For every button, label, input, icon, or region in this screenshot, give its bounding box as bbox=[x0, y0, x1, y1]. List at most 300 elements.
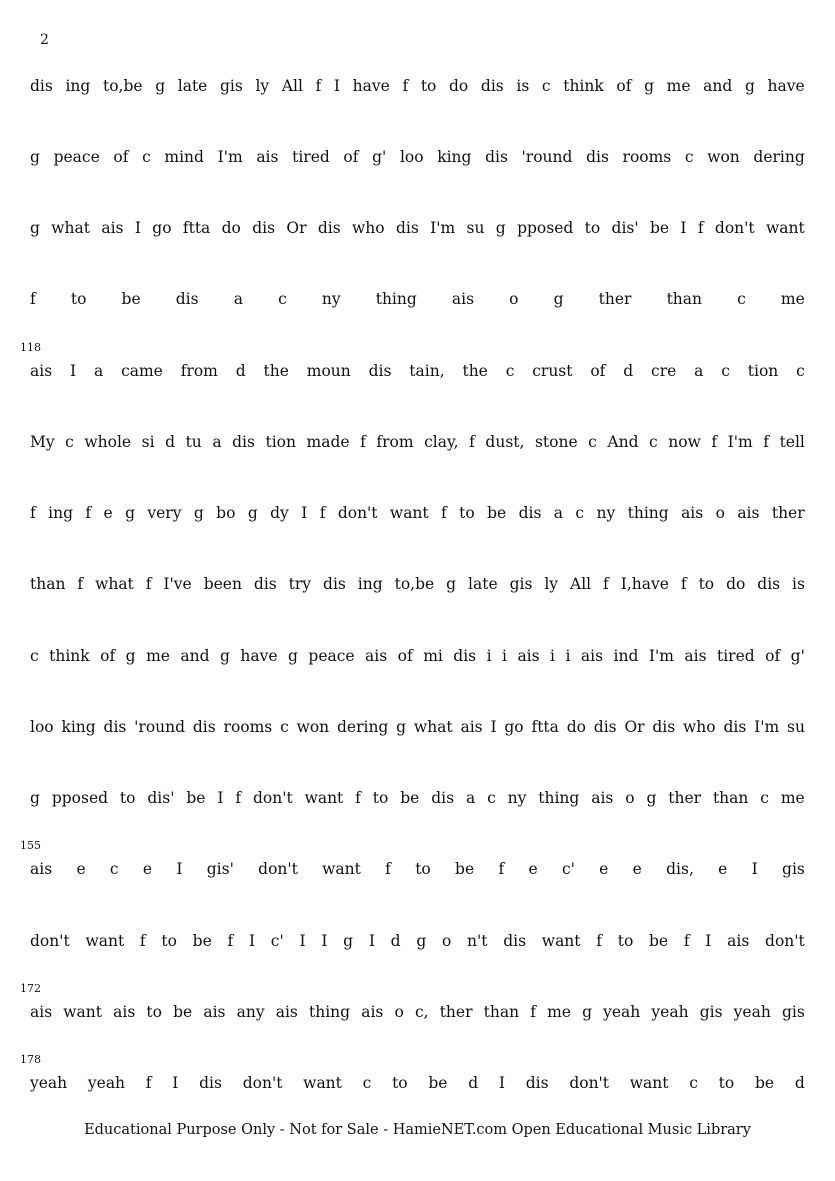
lyric-syllable: g bbox=[343, 932, 354, 950]
lyric-syllable: tired bbox=[716, 647, 755, 665]
lyric-syllable: dis bbox=[652, 718, 676, 736]
lyric-syllable: 'round bbox=[521, 148, 573, 166]
lyric-line bbox=[0, 1072, 835, 1094]
lyric-syllable: f bbox=[319, 504, 326, 522]
lyric-syllable: I bbox=[248, 932, 256, 950]
lyric-syllable: f bbox=[498, 860, 505, 878]
lyric-syllable: All bbox=[281, 77, 303, 95]
lyric-syllable: f bbox=[603, 575, 609, 593]
lyric-syllable: g bbox=[582, 1003, 592, 1021]
lyric-syllable: ais bbox=[684, 647, 707, 665]
lyric-line bbox=[0, 716, 835, 738]
lyric-syllable: dust, bbox=[485, 433, 525, 451]
lyric-syllable: g bbox=[155, 77, 166, 95]
lyric-syllable: don't bbox=[714, 219, 755, 237]
lyric-syllable: from bbox=[180, 362, 218, 380]
lyric-syllable: peace bbox=[308, 647, 355, 665]
lyric-syllable: I bbox=[368, 932, 375, 950]
lyric-syllable: dis bbox=[586, 148, 609, 166]
lyric-syllable: c bbox=[142, 148, 151, 166]
lyric-syllable: pposed bbox=[517, 219, 574, 237]
lyric-syllable: g' bbox=[790, 647, 805, 665]
lyric-syllable: c bbox=[109, 860, 119, 878]
lyric-syllable: loo bbox=[30, 718, 54, 736]
lyric-syllable: to bbox=[617, 932, 634, 950]
lyric-syllable: f bbox=[697, 219, 704, 237]
lyric-syllable: to bbox=[718, 1074, 735, 1092]
lyric-line bbox=[0, 288, 835, 310]
lyric-syllable: than bbox=[666, 290, 703, 308]
lyric-syllable: si bbox=[141, 433, 155, 451]
lyric-syllable: what bbox=[95, 575, 134, 593]
lyric-syllable: think bbox=[563, 77, 604, 95]
lyric-syllable: be bbox=[173, 1003, 193, 1021]
lyric-syllable: ther bbox=[668, 789, 702, 807]
lyric-syllable: yeah bbox=[87, 1074, 126, 1092]
lyric-syllable: a bbox=[93, 362, 104, 380]
lyric-syllable: than bbox=[712, 789, 749, 807]
measure-number: 118 bbox=[20, 341, 41, 354]
lyric-syllable: me bbox=[780, 789, 805, 807]
lyric-syllable: dis bbox=[453, 647, 477, 665]
lyric-syllable: f bbox=[145, 1074, 152, 1092]
lyric-syllable: I bbox=[490, 718, 497, 736]
lyric-syllable: I bbox=[217, 789, 224, 807]
lyric-syllable: is bbox=[792, 575, 805, 593]
lyric-syllable: I bbox=[680, 219, 687, 237]
lyric-syllable: I bbox=[301, 504, 308, 522]
lyric-syllable: ais bbox=[203, 1003, 226, 1021]
lyric-syllable: crust bbox=[532, 362, 573, 380]
lyric-syllable: of bbox=[765, 647, 781, 665]
lyric-syllable: want bbox=[303, 1074, 342, 1092]
lyric-syllable: very bbox=[147, 504, 182, 522]
lyric-syllable: ing bbox=[48, 504, 73, 522]
lyric-syllable: of bbox=[616, 77, 632, 95]
lyric-syllable: ther bbox=[771, 504, 805, 522]
lyric-syllable: ais bbox=[30, 860, 53, 878]
lyric-syllable: dis bbox=[252, 219, 276, 237]
lyric-syllable: f bbox=[139, 932, 146, 950]
lyric-syllable: want bbox=[63, 1003, 103, 1021]
lyric-syllable: dis bbox=[395, 219, 419, 237]
lyric-syllable: I bbox=[176, 860, 183, 878]
lyric-syllable: My bbox=[30, 433, 55, 451]
lyric-syllable: i bbox=[486, 647, 492, 665]
lyric-syllable: c bbox=[65, 433, 74, 451]
lyric-syllable: to bbox=[420, 77, 437, 95]
lyric-syllable: c bbox=[684, 148, 694, 166]
lyric-line bbox=[0, 573, 835, 595]
lyric-syllable: late bbox=[468, 575, 498, 593]
lyric-syllable: be bbox=[192, 932, 212, 950]
lyric-syllable: want bbox=[629, 1074, 669, 1092]
lyric-syllable: peace bbox=[53, 148, 100, 166]
lyric-syllable: c bbox=[760, 789, 769, 807]
lyric-syllable: pposed bbox=[51, 789, 109, 807]
lyric-syllable: stone bbox=[534, 433, 578, 451]
lyric-syllable: g bbox=[125, 504, 135, 522]
lyric-syllable: do bbox=[726, 575, 746, 593]
lyric-syllable: tu bbox=[185, 433, 202, 451]
lyric-syllable: ind bbox=[613, 647, 639, 665]
footer-notice: Educational Purpose Only - Not for Sale - HamieNET.com Open Educational Music Library bbox=[84, 1122, 751, 1138]
lyric-syllable: e bbox=[718, 860, 728, 878]
lyric-syllable: dis bbox=[593, 718, 617, 736]
lyric-syllable: I,have bbox=[620, 575, 669, 593]
lyric-syllable: to bbox=[584, 219, 601, 237]
lyric-syllable: su bbox=[466, 219, 485, 237]
lyric-syllable: clay, bbox=[424, 433, 459, 451]
lyric-syllable: ny bbox=[507, 789, 527, 807]
lyric-syllable: what bbox=[413, 718, 453, 736]
lyric-syllable: Or bbox=[624, 718, 645, 736]
lyric-syllable: be bbox=[400, 789, 420, 807]
page-number: 2 bbox=[40, 32, 49, 48]
lyric-syllable: a bbox=[465, 789, 476, 807]
lyric-syllable: don't bbox=[242, 1074, 283, 1092]
lyric-syllable: f bbox=[530, 1003, 536, 1021]
lyric-line bbox=[0, 431, 835, 453]
lyric-syllable: what bbox=[51, 219, 90, 237]
lyric-syllable: won bbox=[296, 718, 330, 736]
lyric-syllable: f bbox=[402, 77, 409, 95]
lyric-syllable: dis bbox=[232, 433, 255, 451]
lyric-syllable: c bbox=[505, 362, 515, 380]
lyric-syllable: do bbox=[566, 718, 586, 736]
lyric-syllable: rooms bbox=[223, 718, 273, 736]
lyric-syllable: gis bbox=[782, 860, 805, 878]
lyric-syllable: o bbox=[509, 290, 519, 308]
lyric-syllable: the bbox=[462, 362, 488, 380]
lyric-syllable: g bbox=[396, 718, 407, 736]
lyric-syllable: ly bbox=[255, 77, 270, 95]
lyric-syllable: now bbox=[668, 433, 701, 451]
lyric-syllable: c bbox=[575, 504, 585, 522]
lyric-syllable: ther bbox=[439, 1003, 473, 1021]
lyric-syllable: ny bbox=[596, 504, 616, 522]
lyric-syllable: f bbox=[85, 504, 92, 522]
lyric-syllable: c bbox=[280, 718, 289, 736]
lyric-syllable: ais bbox=[361, 1003, 384, 1021]
lyric-syllable: dis bbox=[480, 77, 504, 95]
lyric-syllable: c bbox=[30, 647, 39, 665]
lyric-syllable: a bbox=[233, 290, 243, 308]
lyric-syllable: I bbox=[299, 932, 306, 950]
lyric-syllable: c' bbox=[561, 860, 575, 878]
lyric-syllable: try bbox=[288, 575, 312, 593]
lyric-syllable: I bbox=[172, 1074, 179, 1092]
lyric-syllable: mind bbox=[164, 148, 204, 166]
lyric-syllable: g bbox=[30, 789, 40, 807]
lyric-syllable: c' bbox=[270, 932, 284, 950]
lyric-syllable: I'm bbox=[430, 219, 456, 237]
lyric-syllable: d bbox=[390, 932, 401, 950]
lyric-syllable: gis' bbox=[206, 860, 234, 878]
lyric-syllable: to bbox=[459, 504, 475, 522]
lyric-syllable: from bbox=[376, 433, 414, 451]
lyric-syllable: of bbox=[397, 647, 413, 665]
measure-number: 172 bbox=[20, 982, 41, 995]
lyric-syllable: f bbox=[711, 433, 718, 451]
lyric-syllable: late bbox=[177, 77, 208, 95]
lyric-syllable: tion bbox=[265, 433, 296, 451]
lyric-syllable: yeah bbox=[603, 1003, 641, 1021]
lyric-syllable: I'm bbox=[217, 148, 243, 166]
lyric-syllable: ais bbox=[591, 789, 614, 807]
lyric-syllable: do bbox=[221, 219, 241, 237]
lyric-syllable: don't bbox=[765, 932, 805, 950]
lyric-syllable: go bbox=[504, 718, 524, 736]
lyric-syllable: be bbox=[754, 1074, 775, 1092]
lyric-syllable: dis bbox=[199, 1074, 222, 1092]
lyric-syllable: of bbox=[343, 148, 359, 166]
lyric-syllable: f bbox=[77, 575, 84, 593]
lyric-syllable: All bbox=[570, 575, 592, 593]
lyric-syllable: f bbox=[30, 290, 36, 308]
lyric-syllable: i bbox=[565, 647, 571, 665]
lyric-syllable: to bbox=[119, 789, 136, 807]
lyric-syllable: c bbox=[796, 362, 805, 380]
lyric-syllable: ais bbox=[256, 148, 279, 166]
lyric-syllable: g bbox=[220, 647, 230, 665]
lyric-syllable: ftta bbox=[531, 718, 559, 736]
lyric-syllable: of bbox=[590, 362, 606, 380]
lyric-syllable: rooms bbox=[622, 148, 672, 166]
lyric-syllable: yeah bbox=[733, 1003, 771, 1021]
lyric-line bbox=[0, 858, 835, 880]
lyric-syllable: dis bbox=[175, 290, 199, 308]
lyric-syllable: dis bbox=[525, 1074, 549, 1092]
lyric-syllable: cre bbox=[651, 362, 677, 380]
lyric-syllable: dis' bbox=[611, 219, 639, 237]
lyric-syllable: to bbox=[392, 1074, 408, 1092]
lyric-syllable: i bbox=[502, 647, 507, 665]
lyric-syllable: be bbox=[455, 860, 475, 878]
lyric-syllable: e bbox=[599, 860, 609, 878]
lyric-syllable: dis bbox=[253, 575, 277, 593]
lyric-syllable: and bbox=[180, 647, 210, 665]
lyric-syllable: ais bbox=[460, 718, 483, 736]
lyric-syllable: don't bbox=[258, 860, 298, 878]
lyric-syllable: g bbox=[744, 77, 755, 95]
lyric-syllable: f bbox=[385, 860, 391, 878]
lyric-syllable: be bbox=[649, 932, 669, 950]
lyric-syllable: g bbox=[495, 219, 506, 237]
lyric-syllable: I bbox=[705, 932, 712, 950]
lyric-syllable: want bbox=[541, 932, 581, 950]
lyric-syllable: is bbox=[516, 77, 530, 95]
lyric-syllable: dis bbox=[503, 932, 527, 950]
lyric-syllable: g bbox=[125, 647, 136, 665]
lyric-syllable: ly bbox=[544, 575, 559, 593]
lyric-syllable: a bbox=[212, 433, 222, 451]
lyric-syllable: thing bbox=[538, 789, 580, 807]
lyric-syllable: dis bbox=[192, 718, 216, 736]
lyric-syllable: do bbox=[449, 77, 469, 95]
lyric-line bbox=[0, 502, 835, 524]
lyric-syllable: d bbox=[794, 1074, 805, 1092]
lyric-syllable: c bbox=[362, 1074, 372, 1092]
lyric-syllable: g bbox=[30, 148, 40, 166]
lyric-syllable: 'round bbox=[134, 718, 186, 736]
lyric-syllable: king bbox=[61, 718, 96, 736]
lyric-syllable: d bbox=[235, 362, 246, 380]
lyric-syllable: me bbox=[146, 647, 170, 665]
lyric-syllable: f bbox=[441, 504, 447, 522]
lyric-syllable: don't bbox=[337, 504, 378, 522]
lyric-syllable: whole bbox=[84, 433, 132, 451]
measure-number: 178 bbox=[20, 1053, 41, 1066]
lyric-syllable: be bbox=[121, 290, 141, 308]
lyric-syllable: of bbox=[113, 148, 129, 166]
lyric-syllable: ther bbox=[598, 290, 632, 308]
lyric-syllable: have bbox=[767, 77, 805, 95]
lyric-syllable: o bbox=[715, 504, 725, 522]
lyric-syllable: to,be bbox=[102, 77, 143, 95]
lyric-syllable: don't bbox=[569, 1074, 610, 1092]
lyric-syllable: f bbox=[30, 504, 36, 522]
lyric-syllable: be bbox=[186, 789, 206, 807]
lyric-syllable: g bbox=[247, 504, 258, 522]
lyric-syllable: ais bbox=[365, 647, 388, 665]
lyric-syllable: g bbox=[288, 647, 298, 665]
lyric-syllable: be bbox=[428, 1074, 448, 1092]
lyric-syllable: dering bbox=[753, 148, 805, 166]
lyric-syllable: I bbox=[751, 860, 758, 878]
lyric-syllable: o bbox=[441, 932, 452, 950]
lyric-syllable: who bbox=[683, 718, 716, 736]
lyric-syllable: want bbox=[85, 932, 125, 950]
lyric-syllable: to bbox=[415, 860, 431, 878]
lyric-syllable: f bbox=[145, 575, 152, 593]
lyric-syllable: f bbox=[227, 932, 234, 950]
lyric-syllable: I'm bbox=[754, 718, 780, 736]
lyric-syllable: dering bbox=[336, 718, 389, 736]
lyric-syllable: f bbox=[469, 433, 475, 451]
lyric-syllable: want bbox=[322, 860, 361, 878]
lyric-syllable: dis bbox=[317, 219, 341, 237]
lyric-syllable: e bbox=[142, 860, 153, 878]
lyric-syllable: and bbox=[703, 77, 733, 95]
lyric-line bbox=[0, 360, 835, 382]
lyric-syllable: a bbox=[694, 362, 704, 380]
lyric-syllable: I bbox=[70, 362, 77, 380]
lyric-syllable: f bbox=[596, 932, 602, 950]
lyric-syllable: ais bbox=[101, 219, 124, 237]
lyric-syllable: been bbox=[203, 575, 242, 593]
lyric-syllable: f bbox=[355, 789, 361, 807]
lyric-syllable: f bbox=[683, 932, 690, 950]
lyric-syllable: c bbox=[541, 77, 551, 95]
lyric-syllable: I've bbox=[163, 575, 192, 593]
lyric-syllable: I bbox=[498, 1074, 505, 1092]
lyric-syllable: e bbox=[103, 504, 113, 522]
lyric-syllable: And bbox=[607, 433, 639, 451]
lyric-syllable: g bbox=[553, 290, 564, 308]
lyric-syllable: dis bbox=[368, 362, 392, 380]
lyric-line bbox=[0, 146, 835, 168]
lyric-syllable: have bbox=[352, 77, 390, 95]
lyric-syllable: to bbox=[70, 290, 87, 308]
lyric-syllable: c bbox=[487, 789, 496, 807]
lyric-syllable: to,be bbox=[394, 575, 435, 593]
lyric-syllable: me bbox=[666, 77, 691, 95]
lyric-line bbox=[0, 1001, 835, 1023]
lyric-syllable: o bbox=[625, 789, 635, 807]
lyric-syllable: tell bbox=[779, 433, 805, 451]
lyric-syllable: g bbox=[646, 789, 657, 807]
lyric-syllable: f bbox=[763, 433, 770, 451]
lyric-syllable: d bbox=[165, 433, 176, 451]
lyric-syllable: tion bbox=[747, 362, 779, 380]
lyric-syllable: to bbox=[161, 932, 177, 950]
lyric-syllable: ais bbox=[737, 504, 760, 522]
lyric-syllable: ing bbox=[357, 575, 383, 593]
lyric-syllable: f bbox=[360, 433, 366, 451]
lyric-syllable: I'm bbox=[727, 433, 753, 451]
lyric-syllable: thing bbox=[375, 290, 417, 308]
lyric-line bbox=[0, 787, 835, 809]
lyric-syllable: dis bbox=[30, 77, 53, 95]
lyric-syllable: to bbox=[372, 789, 389, 807]
lyric-syllable: have bbox=[240, 647, 278, 665]
lyric-syllable: to bbox=[698, 575, 715, 593]
lyric-syllable: g bbox=[193, 504, 204, 522]
lyric-syllable: Or bbox=[286, 219, 307, 237]
lyric-syllable: ais bbox=[30, 362, 53, 380]
lyric-syllable: dis bbox=[518, 504, 542, 522]
lyric-syllable: ais bbox=[727, 932, 750, 950]
lyric-syllable: d bbox=[623, 362, 634, 380]
lyric-syllable: moun bbox=[306, 362, 351, 380]
lyric-syllable: a bbox=[553, 504, 564, 522]
lyric-syllable: don't bbox=[252, 789, 293, 807]
lyric-syllable: want bbox=[304, 789, 344, 807]
lyric-syllable: f bbox=[235, 789, 242, 807]
lyric-syllable: e bbox=[632, 860, 642, 878]
lyric-syllable: ais bbox=[580, 647, 604, 665]
lyric-line bbox=[0, 930, 835, 952]
lyric-syllable: thing bbox=[309, 1003, 351, 1021]
lyric-syllable: g bbox=[30, 219, 40, 237]
lyric-syllable: ais bbox=[275, 1003, 298, 1021]
lyric-syllable: tain, bbox=[409, 362, 445, 380]
lyric-syllable: of bbox=[100, 647, 116, 665]
lyric-syllable: mi bbox=[423, 647, 443, 665]
lyric-syllable: king bbox=[437, 148, 472, 166]
lyric-syllable: e bbox=[76, 860, 86, 878]
lyric-syllable: o bbox=[394, 1003, 404, 1021]
lyric-syllable: want bbox=[765, 219, 805, 237]
lyric-syllable: dis bbox=[757, 575, 781, 593]
lyric-syllable: dy bbox=[270, 504, 289, 522]
lyric-syllable: su bbox=[787, 718, 805, 736]
lyric-syllable: c bbox=[689, 1074, 698, 1092]
lyric-syllable: go bbox=[152, 219, 172, 237]
lyric-syllable: g' bbox=[372, 148, 387, 166]
lyric-syllable: bo bbox=[216, 504, 236, 522]
lyric-syllable: i bbox=[550, 647, 556, 665]
lyric-line bbox=[0, 645, 835, 667]
lyric-syllable: dis bbox=[431, 789, 455, 807]
lyric-syllable: thing bbox=[627, 504, 669, 522]
lyric-syllable: think bbox=[49, 647, 90, 665]
lyric-syllable: dis bbox=[485, 148, 508, 166]
lyric-line bbox=[0, 75, 835, 97]
lyric-syllable: gis bbox=[699, 1003, 723, 1021]
lyric-syllable: I bbox=[134, 219, 141, 237]
